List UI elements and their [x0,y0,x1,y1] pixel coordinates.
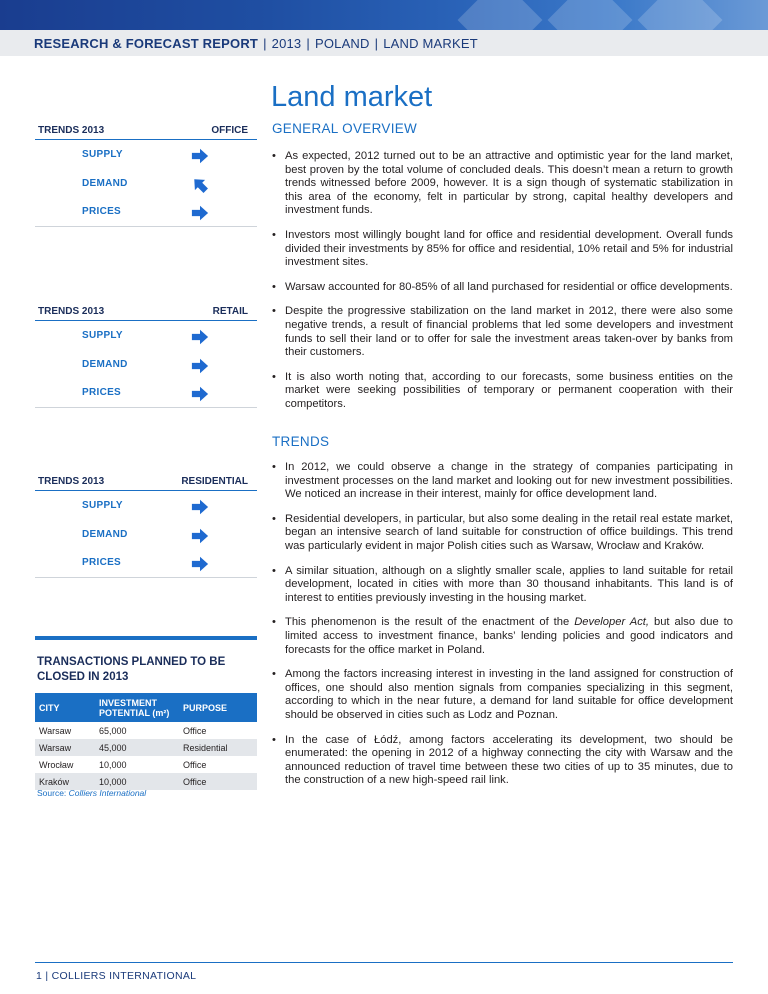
page-number: 1 [36,970,43,982]
list-item: • This phenomenon is the result of the enactment of the Developer Act, but also due to limited access to investment finance, banks’ lending policies and good indicators and forecasts for the office market in Poland. [272,616,733,656]
trend-box-office [35,123,257,227]
company-name: COLLIERS INTERNATIONAL [51,970,197,982]
trend-row-supply: SUPPLY [35,140,257,169]
transactions-table [35,693,257,790]
right-arrow-icon [190,357,210,375]
up-left-arrow-icon [190,176,210,194]
table-row: Warsaw 65,000 Office [39,725,207,736]
report-year: 2013 [271,36,302,51]
footer-divider [35,962,733,963]
list-item: • In 2012, we could observe a change in the strategy of companies participating in investment processes on the land market and looking out for new investment possibilities. We noticed an increase in their interest, mainly for office development land. [272,461,733,501]
list-item: • As expected, 2012 turned out to be an attractive and optimistic year for the land market, best proven by the total volume of concluded deals. This doesn’t mean a return to growth trends witnessed before 2009, however. It is a sign though of systematic stabilization in this area of the economy, felt in particular by strong, capital healthy developers and investment funds. [272,150,733,217]
table-header-row [35,693,257,722]
trend-row-demand: DEMAND [35,350,257,379]
report-country: POLAND [314,36,370,51]
right-arrow-icon [190,385,210,403]
right-arrow-icon [190,147,210,165]
footer: 1 | COLLIERS INTERNATIONAL [36,970,197,982]
trend-box-header: TRENDS 2013 OFFICE [35,123,257,140]
trend-box-header: TRENDS 2013 RETAIL [35,304,257,321]
trend-row-supply: SUPPLY [35,491,257,520]
list-item: • Warsaw accounted for 80-85% of all land purchased for residential or office developments. [272,280,733,293]
general-overview-list [272,150,733,423]
report-segment: LAND MARKET [383,36,478,51]
right-arrow-icon [190,328,210,346]
trend-box-retail [35,304,257,408]
column-header-purpose: PURPOSE [179,693,257,722]
right-arrow-icon [190,204,210,222]
trends-list [272,461,733,799]
trend-row-demand: DEMAND [35,520,257,549]
list-item: • A similar situation, although on a slightly smaller scale, applies to land suitable for retail development, located in cities with more than 30 thousand inhabitants. This land is of interest to entities previously investing in the housing market. [272,564,733,604]
list-item: • Investors most willingly bought land for office and residential development. Overall funds divided their investments by 85% for office and residential, 10% retail and 5% for industrial investment sites. [272,228,733,269]
trend-box-residential [35,474,257,578]
list-item: • Residential developers, in particular, but also some dealing in the retail real estate market, began an intensive search of land suitable for construction of office buildings. This trend was particularly evident in major Polish cities such as Warsaw, Wrocław and Kraków. [272,512,733,552]
trend-row-prices: PRICES [35,548,257,578]
trends-heading: TRENDS [272,434,330,449]
transactions-divider [35,636,257,640]
transactions-title: TRANSACTIONS PLANNED TO BE CLOSED IN 2013 [37,656,226,683]
trend-row-demand: DEMAND [35,169,257,198]
trend-row-prices: PRICES [35,197,257,227]
list-item: • In the case of Łódź, among factors accelerating its development, two should be enumerated: the opening in 2012 of a highway connecting the city with Warsaw and the announced reduction of travel time between these two cities of up to 35 minutes, due to the construction of a new high-speed rail link. [272,733,733,787]
trend-row-prices: PRICES [35,378,257,408]
page-title: Land market [271,81,433,113]
trend-box-header: TRENDS 2013 RESIDENTIAL [35,474,257,491]
table-row: Wrocław 10,000 Office [39,759,207,770]
header-band [0,0,768,30]
list-item: • Among the factors increasing interest in investing in the land assigned for construction of offices, one should also mention signals from companies specializing in this segment, according to which in the near future, a demand for land suitable for office development should be observed in cities such as Lodz and Poznan. [272,668,733,721]
right-arrow-icon [190,527,210,545]
table-row: Kraków 10,000 Office [35,773,257,790]
general-overview-heading: GENERAL OVERVIEW [272,121,418,136]
list-item: • Despite the progressive stabilization on the land market in 2012, there were also some negative trends, a result of financial problems that led some developers and investment funds to sell their land or to offer for sale the investment areas taken-over by banks from their customers. [272,305,733,359]
column-header-city: CITY [35,693,95,722]
right-arrow-icon [190,498,210,516]
breadcrumb: RESEARCH & FORECAST REPORT | 2013 | POLAND | LAND MARKET [34,36,478,51]
trend-row-supply: SUPPLY [35,321,257,350]
table-row: Warsaw 45,000 Residential [35,739,257,756]
report-type: RESEARCH & FORECAST REPORT [34,36,259,51]
developer-act-term: Developer Act, [574,616,650,629]
source-note: Source: Colliers International [37,788,147,798]
right-arrow-icon [190,555,210,573]
list-item: • It is also worth noting that, according to our forecasts, some business entities on the market were seeking possibilities of temporary or permanent cooperation with their competitors. [272,370,733,410]
column-header-investment-potential: INVESTMENT POTENTIAL (m²) [95,693,179,722]
